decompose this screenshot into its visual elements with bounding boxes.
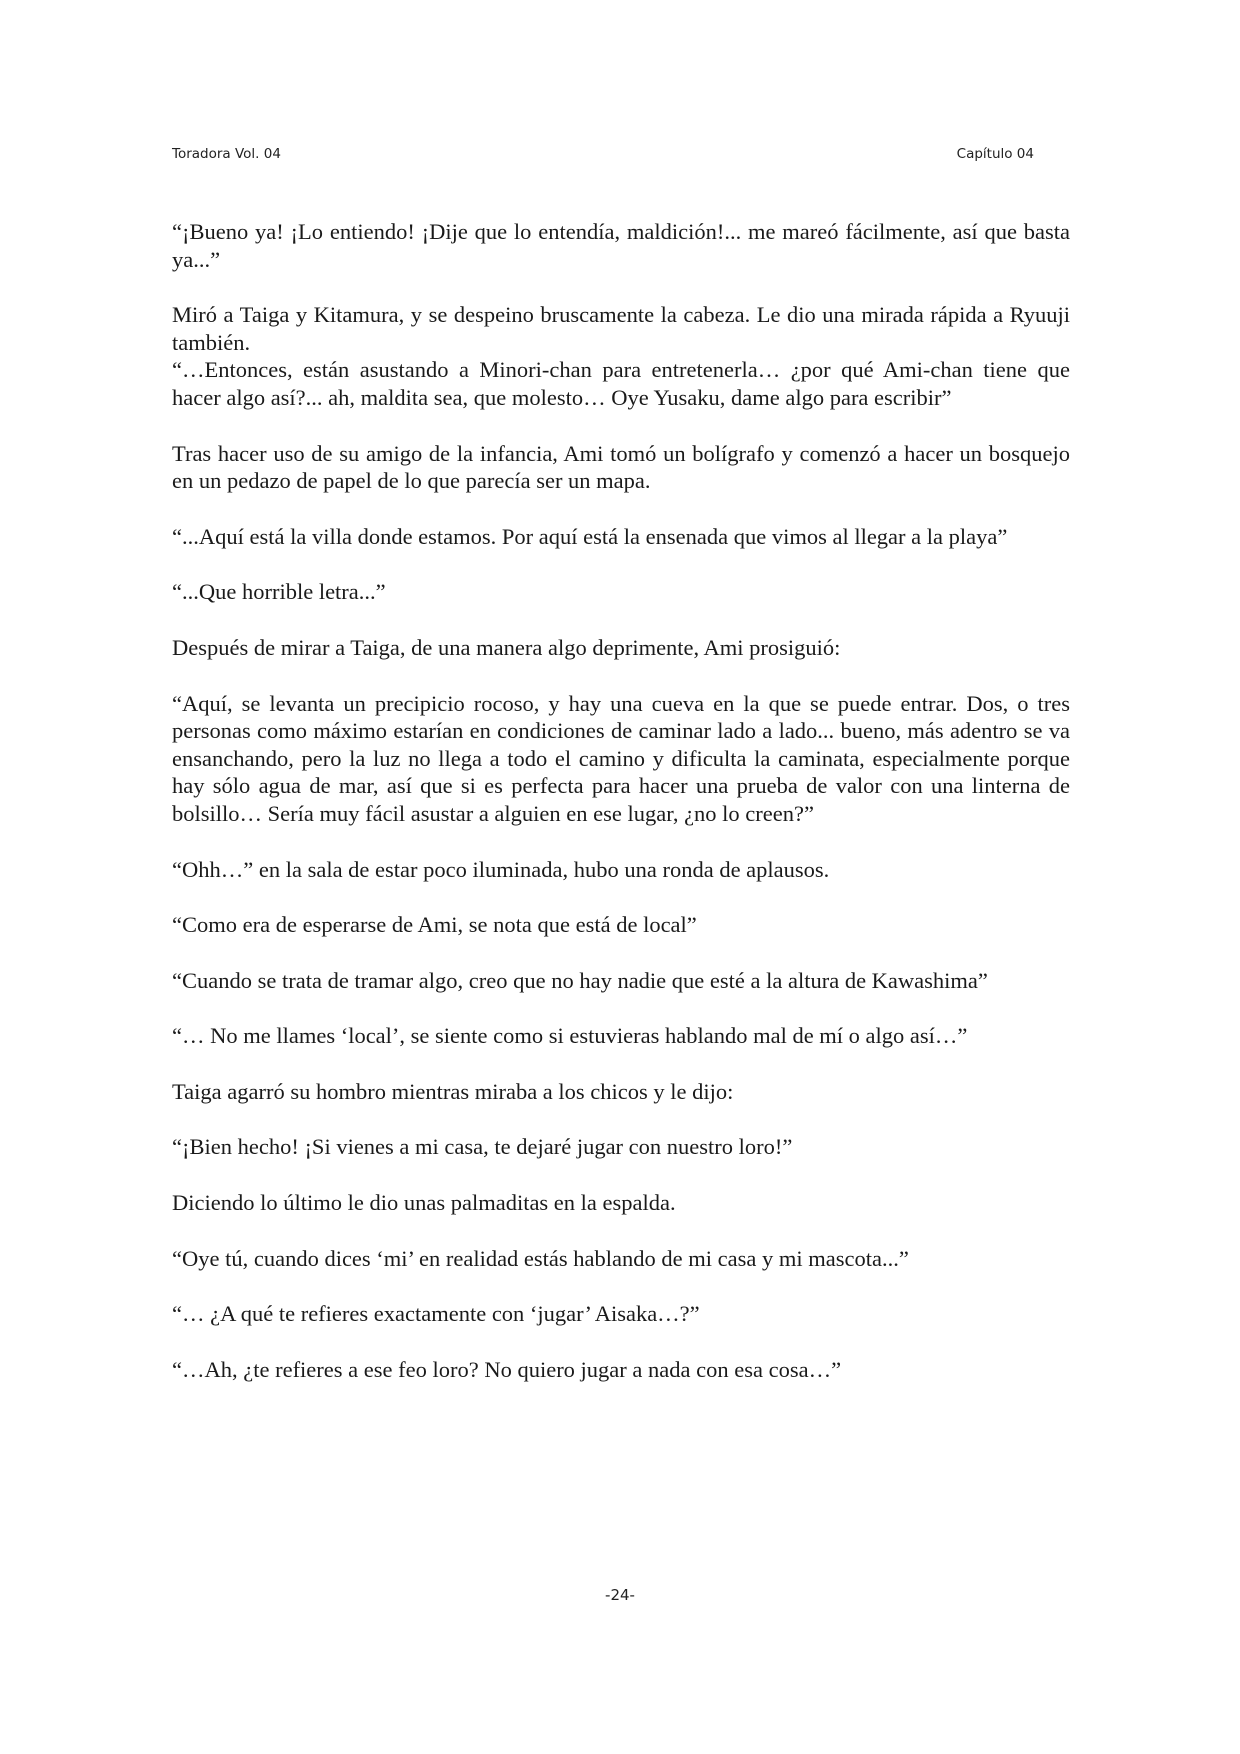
header-book-title: Toradora Vol. 04 [172, 146, 281, 162]
header-chapter: Capítulo 04 [956, 146, 1034, 162]
paragraph: Diciendo lo último le dio unas palmaditas en la espalda. [172, 1190, 676, 1216]
paragraph: Después de mirar a Taiga, de una manera algo deprimente, Ami prosiguió: [172, 634, 841, 660]
paragraph: “Cuando se trata de tramar algo, creo que no hay nadie que esté a la altura de Kawashima” [172, 967, 988, 993]
paragraph: “...Aquí está la villa donde estamos. Por aquí está la ensenada que vimos al llegar a la playa” [172, 523, 1008, 549]
paragraph: Taiga agarró su hombro mientras miraba a los chicos y le dijo: [172, 1078, 734, 1104]
paragraph: “...Que horrible letra...” [172, 579, 386, 605]
paragraph: “Como era de esperarse de Ami, se nota que está de local” [172, 912, 697, 938]
paragraph: “Oye tú, cuando dices ‘mi’ en realidad estás hablando de mi casa y mi mascota...” [172, 1245, 909, 1271]
page-header [172, 146, 1034, 166]
paragraph: “¡Bien hecho! ¡Si vienes a mi casa, te dejaré jugar con nuestro loro!” [172, 1134, 793, 1160]
paragraph: “Ohh…” en la sala de estar poco iluminada, hubo una ronda de aplausos. [172, 856, 830, 882]
page-number: -24- [605, 1586, 635, 1604]
paragraph: “… No me llames ‘local’, se siente como si estuvieras hablando mal de mí o algo así…” [172, 1023, 968, 1049]
paragraph: Tras hacer uso de su amigo de la infancia, Ami tomó un bolígrafo y comenzó a hacer un bosquejo en un pedazo de papel de lo que parecía ser un mapa. [172, 440, 1070, 494]
paragraph: Miró a Taiga y Kitamura, y se despeino bruscamente la cabeza. Le dio una mirada rápida a Ryuuji también. [172, 302, 1070, 355]
paragraph: “… ¿A qué te refieres exactamente con ‘jugar’ Aisaka…?” [172, 1301, 700, 1327]
paragraph: “Aquí, se levanta un precipicio rocoso, y hay una cueva en la que se puede entrar. Dos, o tres personas como máximo estarían en condiciones de caminar lado a lado... bueno, más adentro se va ensanchando, pero la luz no llega a todo el camino y dificulta la caminata, especialmente porque hay sólo agua de mar, así que si es perfecta para hacer una prueba de valor con una linterna de bolsillo… Sería muy fácil asustar a alguien en ese lugar, ¿no lo creen?” [172, 690, 1070, 826]
page-body [172, 218, 1070, 1411]
paragraph: “…Ah, ¿te refieres a ese feo loro? No quiero jugar a nada con esa cosa…” [172, 1356, 842, 1382]
paragraph: “…Entonces, están asustando a Minori-chan para entretenerla… ¿por qué Ami-chan tiene que hacer algo así?... ah, maldita sea, que molesto… Oye Yusaku, dame algo para escribir” [172, 357, 1070, 410]
paragraph: “¡Bueno ya! ¡Lo entiendo! ¡Dije que lo entendía, maldición!... me mareó fácilmente, así que basta ya...” [172, 219, 1070, 272]
